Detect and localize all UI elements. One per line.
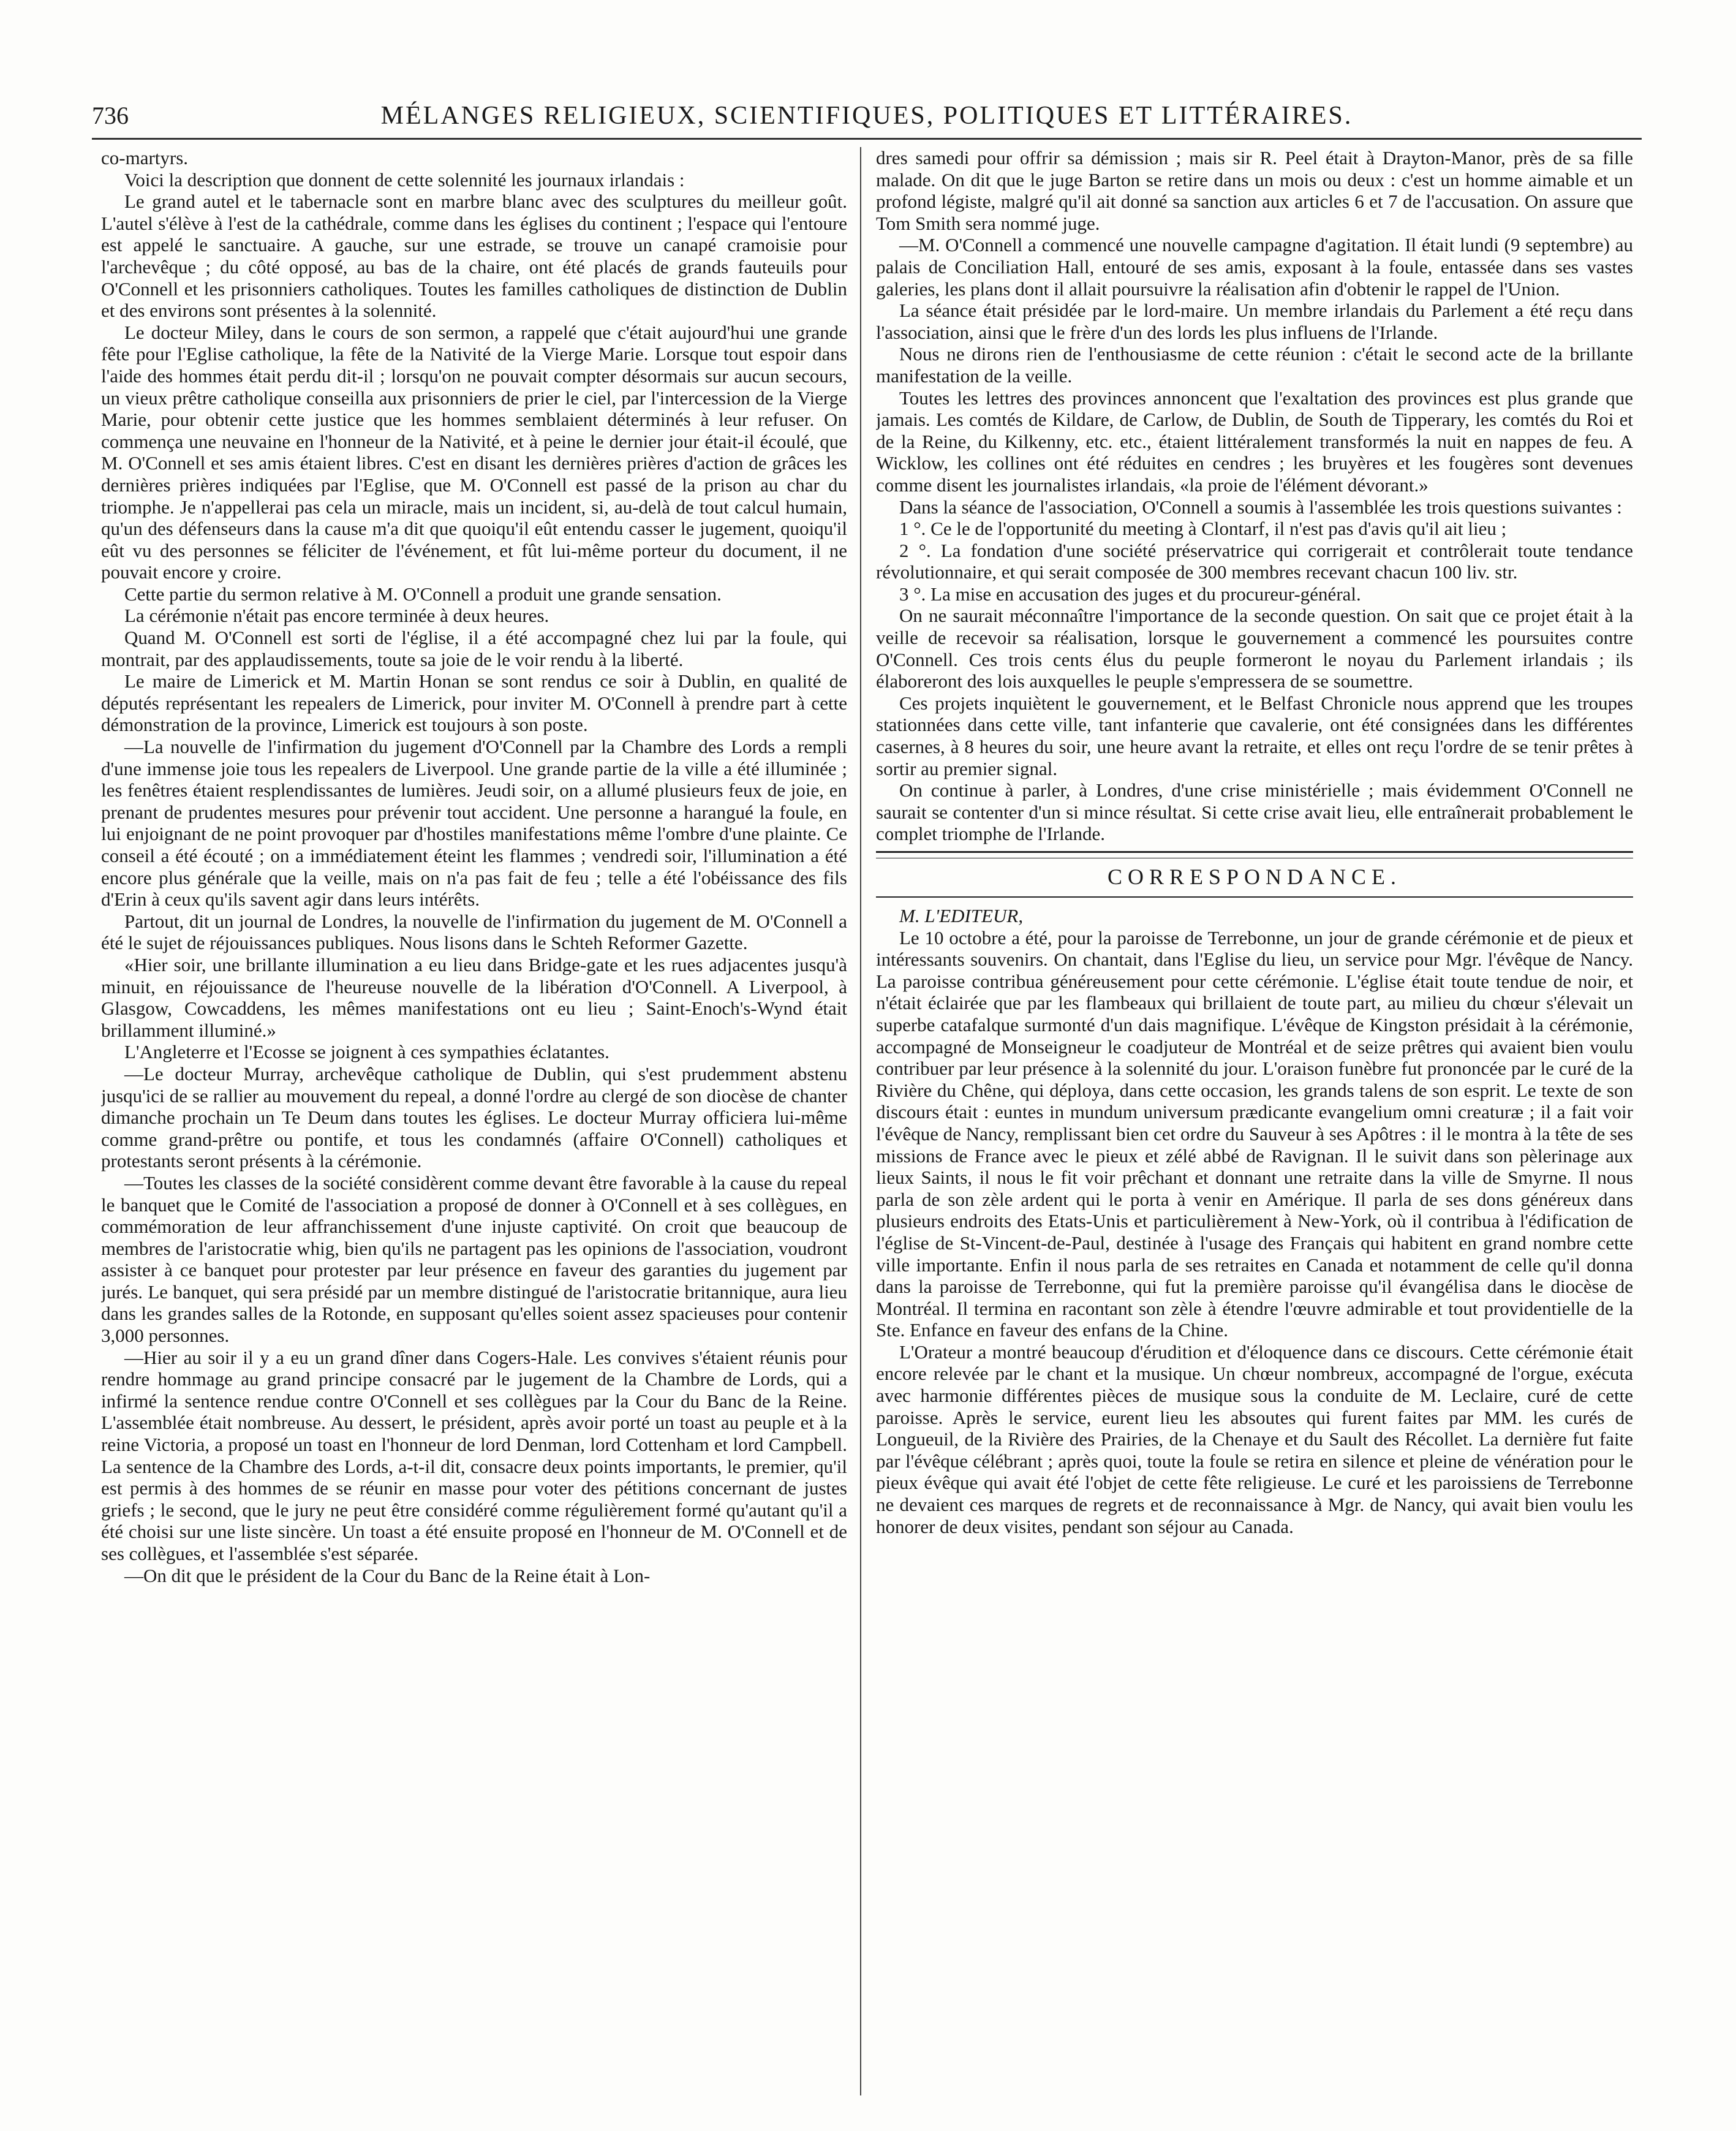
article-paragraph: Le docteur Miley, dans le cours de son sermon, a rappelé que c'était aujourd'hui une grande fête pour l'Eglise catholique, la fête de la Nativité de la Vierge Marie. Lorsque tout espoir dans l'aide des hommes était perdu dit-il ; lorsqu'on ne pouvait compter désormais sur aucun secours, un vieux prêtre catholique conseilla aux prisonniers de prier le ciel, par l'intercession de la Vierge Marie, pour obtenir cette justice que les hommes semblaient déterminés à leur refuser. On commença une neuvaine en l'honneur de la Nativité, et à peine le dernier jour était-il écoulé, que M. O'Connell et ses amis étaient libres. C'est en disant les dernières prières d'action de grâces les dernières prières indiquées par l'Eglise, que M. O'Connell est passé de la prison au char du triomphe. Je n'appellerai pas cela un miracle, mais un incident, si, au-delà de tout calcul humain, qu'un des défenseurs dans la cause m'a dit que quoiqu'il eût entendu casser le jugement, quoiqu'il eût vu des personnes se féliciter de l'événement, et fût lui-même porteur du document, il ne pouvait encore y croire.	[101, 321, 847, 583]
header-rule	[92, 138, 1642, 140]
article-paragraph: Cette partie du sermon relative à M. O'Connell a produit une grande sensation.	[124, 583, 722, 605]
running-title: MÉLANGES RELIGIEUX, SCIENTIFIQUES, POLITIQUES ET LITTÉRAIRES.	[380, 102, 1353, 130]
letter-salutation: M. L'EDITEUR,	[899, 905, 1024, 926]
article-paragraph: 1 °. Ce le de l'opportunité du meeting à Clontarf, il n'est pas d'avis qu'il ait lieu ;	[899, 518, 1507, 540]
article-paragraph: —Le docteur Murray, archevêque catholique de Dublin, qui s'est prudemment abstenu jusqu'ici de se rallier au mouvement du repeal, a donné l'ordre au clergé de son diocèse de chanter dimanche prochain un Te Deum dans toutes les églises. Le docteur Murray officiera lui-même comme grand-prêtre ou pontife, et tous les condamnés (affaire O'Connell) catholiques et protestants seront présents à la cérémonie.	[101, 1062, 847, 1172]
article-paragraph: Le grand autel et le tabernacle sont en marbre blanc avec des sculptures du meilleur goût. L'autel s'élève à l'est de la cathédrale, comme dans les églises du continent ; l'espace qui l'entoure est appelé le sanctuaire. A gauche, sur une estrade, se trouve un canapé cramoisie pour l'archevêque ; du côté opposé, au bas de la chaire, ont été placés de grands fauteuils pour O'Connell et les prisonniers catholiques. Toutes les familles catholiques de distinction de Dublin et des environs sont présentes à la solennité.	[101, 191, 847, 322]
page-number: 736	[92, 102, 129, 129]
section-title: CORRESPONDANCE.	[1107, 865, 1402, 889]
article-paragraph: —On dit que le président de la Cour du Banc de la Reine était à Lon-	[124, 1564, 651, 1586]
article-paragraph: Quand M. O'Connell est sorti de l'église, il a été accompagné chez lui par la foule, qui montrait, par des applaudissements, toute sa joie de le voir rendu à la liberté.	[101, 627, 847, 670]
article-paragraph: Voici la description que donnent de cette solennité les journaux irlandais :	[124, 168, 685, 191]
article-paragraph: —La nouvelle de l'infirmation du jugement d'O'Connell par la Chambre des Lords a rempli d'une immense joie tous les repealers de Liverpool. Une grande partie de la ville a été illuminée ; les fenêtres étaient resplendissantes de lumières. Jeudi soir, on a allumé plusieurs feux de joie, en prenant de prudentes mesures pour prévenir tout accident. Une personne a harangué la foule, en lui enjoignant de ne point provoquer par d'hostiles manifestations même l'ombre d'une plainte. Ce conseil a été écouté ; on a immédiatement éteint les flammes ; vendredi soir, l'illumination a été encore plus générale que la veille, mais on n'a pas fait de feu ; telle a été l'obéissance des fils d'Erin à ceux qu'ils savent agir dans leurs intérêts.	[101, 736, 847, 910]
article-paragraph: Toutes les lettres des provinces annoncent que l'exaltation des provinces est plus grande que jamais. Les comtés de Kildare, de Carlow, de Dublin, de South de Tipperary, les comtés du Roi et de la Reine, du Kilkenny, etc. etc., étaient littéralement transformés la nuit en nappes de feu. A Wicklow, les collines ont été réduites en cendres ; les bruyères et les fougères sont devenues comme disent les journalistes irlandais, «la proie de l'élément dévorant.»	[876, 387, 1633, 496]
article-paragraph: dres samedi pour offrir sa démission ; mais sir R. Peel était à Drayton-Manor, près de sa fille malade. On dit que le juge Barton se retire dans un mois ou deux : c'est un homme aimable et un profond légiste, malgré qu'il ait donné sa sanction aux articles 6 et 7 de l'accusation. On assure que Tom Smith sera nommé juge.	[876, 147, 1633, 234]
article-paragraph: Partout, dit un journal de Londres, la nouvelle de l'infirmation du jugement de M. O'Connell a été le sujet de réjouissances publiques. Nous lisons dans le Schteh Reformer Gazette.	[101, 910, 847, 954]
article-paragraph: La séance était présidée par le lord-maire. Un membre irlandais du Parlement a été reçu dans l'association, ainsi que le frère d'un des lords les plus influens de l'Irlande.	[876, 300, 1633, 343]
article-paragraph: 3 °. La mise en accusation des juges et du procureur-général.	[899, 583, 1361, 605]
page-header	[92, 101, 1642, 138]
right-column	[876, 147, 1633, 2095]
article-paragraph: Le maire de Limerick et M. Martin Honan se sont rendus ce soir à Dublin, en qualité de députés représentant les repealers de Limerick, pour inviter M. O'Connell à prendre part à cette démonstration de la province, Limerick est toujours à son poste.	[101, 670, 847, 736]
article-paragraph: La cérémonie n'était pas encore terminée à deux heures.	[124, 605, 549, 627]
correspondance-section	[876, 851, 1633, 898]
article-paragraph: Dans la séance de l'association, O'Connell a soumis à l'assemblée les trois questions suivantes :	[899, 496, 1622, 518]
left-column	[101, 147, 847, 2095]
letter-paragraph: L'Orateur a montré beaucoup d'érudition et d'éloquence dans ce discours. Cette cérémonie était encore relevée par le chant et la musique. Un chœur nombreux, accompagné de l'orgue, exécuta avec harmonie différentes pièces de musique sous la conduite de M. Leclaire, curé de cette paroisse. Après le service, eurent lieu les absoutes qui furent faites par MM. les curés de Longueuil, de la Rivière des Prairies, de la Chenaye et du Sault des Récollet. La dernière fut faite par l'évêque célébrant ; après quoi, toute la foule se retira en silence et pleine de vénération pour le pieux évêque qui avait été l'objet de cette fête religieuse. Le curé et les paroissiens de Terrebonne ne devaient ces marques de regrets et de reconnaissance à Mgr. de Nancy, qui avait bien voulu les honorer de deux visites, pendant son séjour au Canada.	[876, 1341, 1633, 1537]
article-paragraph: On continue à parler, à Londres, d'une crise ministérielle ; mais évidemment O'Connell ne saurait se contenter d'un si mince résultat. Si cette crise avait lieu, elle entraînerait probablement le complet triomphe de l'Irlande.	[876, 779, 1633, 845]
article-paragraph: —Hier au soir il y a eu un grand dîner dans Cogers-Hale. Les convives s'étaient réunis pour rendre hommage au grand principe consacré par le jugement de la Chambre de Lords, qui a infirmé la sentence rendue contre O'Connell et ses collègues par la Cour du Banc de la Reine. L'assemblée était nombreuse. Au dessert, le président, après avoir porté un toast au peuple et à la reine Victoria, a proposé un toast en l'honneur de lord Denman, lord Cottenham et lord Campbell. La sentence de la Chambre des Lords, a-t-il dit, consacre deux points importants, le premier, qu'il est permis à des hommes de se réunir en masse pour voter des pétitions concernant de justes griefs ; le second, que le jury ne peut être considéré comme régulièrement formé qu'autant qu'il a été choisi sur une liste sincère. Un toast a été ensuite proposé en l'honneur de M. O'Connell et de ses collègues, et l'assemblée s'est séparée.	[101, 1346, 847, 1564]
section-rule	[876, 851, 1633, 858]
section-rule	[876, 896, 1633, 898]
article-paragraph: L'Angleterre et l'Ecosse se joignent à ces sympathies éclatantes.	[124, 1041, 609, 1063]
article-paragraph: —M. O'Connell a commencé une nouvelle campagne d'agitation. Il était lundi (9 septembre) au palais de Conciliation Hall, entouré de ses amis, exposant à la foule, entassée dans ses vastes galeries, les plans dont il allait poursuivre la réalisation afin d'obtenir le rappel de l'Union.	[876, 234, 1633, 300]
article-paragraph: —Toutes les classes de la société considèrent comme devant être favorable à la cause du repeal le banquet que le Comité de l'association a proposé de donner à O'Connell et à ses collègues, en commémoration de leur affranchissement d'une injuste captivité. On croit que beaucoup de membres de l'aristocratie whig, bien qu'ils ne partagent pas les opinions de l'association, voudront assister à ce banquet pour protester par leur présence en faveur des garanties du jugement par jurés. Le banquet, qui sera présidé par un membre distingué de l'aristocratie britannique, aura lieu dans les grandes salles de la Rotonde, en supposant qu'elles soient assez spacieuses pour contenir 3,000 personnes.	[101, 1171, 847, 1347]
article-paragraph: Ces projets inquiètent le gouvernement, et le Belfast Chronicle nous apprend que les troupes stationnées dans cette ville, tant infanterie que cavalerie, ont été consignées dans les différentes casernes, à 8 heures du soir, une heure avant la retraite, et elles ont reçu l'ordre de se tenir prêtes à sortir au premier signal.	[876, 692, 1633, 779]
article-paragraph: Nous ne dirons rien de l'enthousiasme de cette réunion : c'était le second acte de la brillante manifestation de la veille.	[876, 343, 1633, 387]
column-divider	[860, 147, 861, 2095]
letter-paragraph: Le 10 octobre a été, pour la paroisse de Terrebonne, un jour de grande cérémonie et de pieux et intéressants souvenirs. On chantait, dans l'Eglise du lieu, un service pour Mgr. l'évêque de Nancy. La paroisse contribua généreusement pour cette cérémonie. L'église était toute tendue de noir, et n'était éclairée que par les flambeaux qui brillaient de toute part, au milieu du chœur s'élevait un superbe catafalque surmonté d'un dais magnifique. L'évêque de Kingston présidait à la cérémonie, accompagné de Monseigneur le coadjuteur de Montréal et de seize prêtres qui avaient bien voulu contribuer par leur présence à la solennité du jour. L'oraison funèbre fut prononcée par le curé de la Rivière du Chêne, qui déploya, dans cette occasion, les grands talens de son esprit. Le texte de son discours était : euntes in mundum universum prædicante evangelium omni creaturæ ; il a fait voir l'évêque de Nancy, remplissant bien cet ordre du Sauveur à ses Apôtres : il le montra à la tête de ses missions de France avec le pieux et zélé abbé de Ravignan. Il le suivit dans son pèlerinage aux lieux Saints, il nous le fit voir prêchant et donnant une retraite dans la ville de Smyrne. Il nous parla de son zèle ardent qui le porta à venir en Amérique. Il parla de ses dons généreux dans plusieurs endroits des Etats-Unis et particulièrement à New-York, où il contribua à l'édification de l'église de St-Vincent-de-Paul, destinée à l'usage des Français qui habitent en grand nombre cette ville importante. Enfin il nous parla de ses retraites en Canada et notamment de celle qu'il donna dans la paroisse de Terrebonne, qui fut la première paroisse qu'il évangélisa dans le diocèse de Montréal. Il termina en racontant son zèle à étendre l'œuvre admirable et tout providentielle de la Ste. Enfance en faveur des enfans de la Chine.	[876, 926, 1633, 1341]
article-paragraph: co-martyrs.	[101, 147, 189, 168]
article-paragraph: On ne saurait méconnaître l'importance de la seconde question. On sait que ce projet était à la veille de recevoir sa réalisation, lorsque le gouvernement a commencé les poursuites contre O'Connell. Ces trois cents élus du peuple formeront le noyau du Parlement irlandais ; ils élaboreront des lois auxquelles le peuple s'empressera de se soumettre.	[876, 605, 1633, 692]
article-paragraph: 2 °. La fondation d'une société préservatrice qui corrigerait et contrôlerait toute tendance révolutionnaire, et qui serait composée de 300 membres recevant chacun 100 liv. str.	[876, 539, 1633, 583]
article-paragraph: «Hier soir, une brillante illumination a eu lieu dans Bridge-gate et les rues adjacentes jusqu'à minuit, en réjouissance de l'heureuse nouvelle de la libération d'O'Connell. A Liverpool, à Glasgow, Cowcaddens, les mêmes manifestations ont eu lieu ; Saint-Enoch's-Wynd était brillamment illuminé.»	[101, 953, 847, 1041]
